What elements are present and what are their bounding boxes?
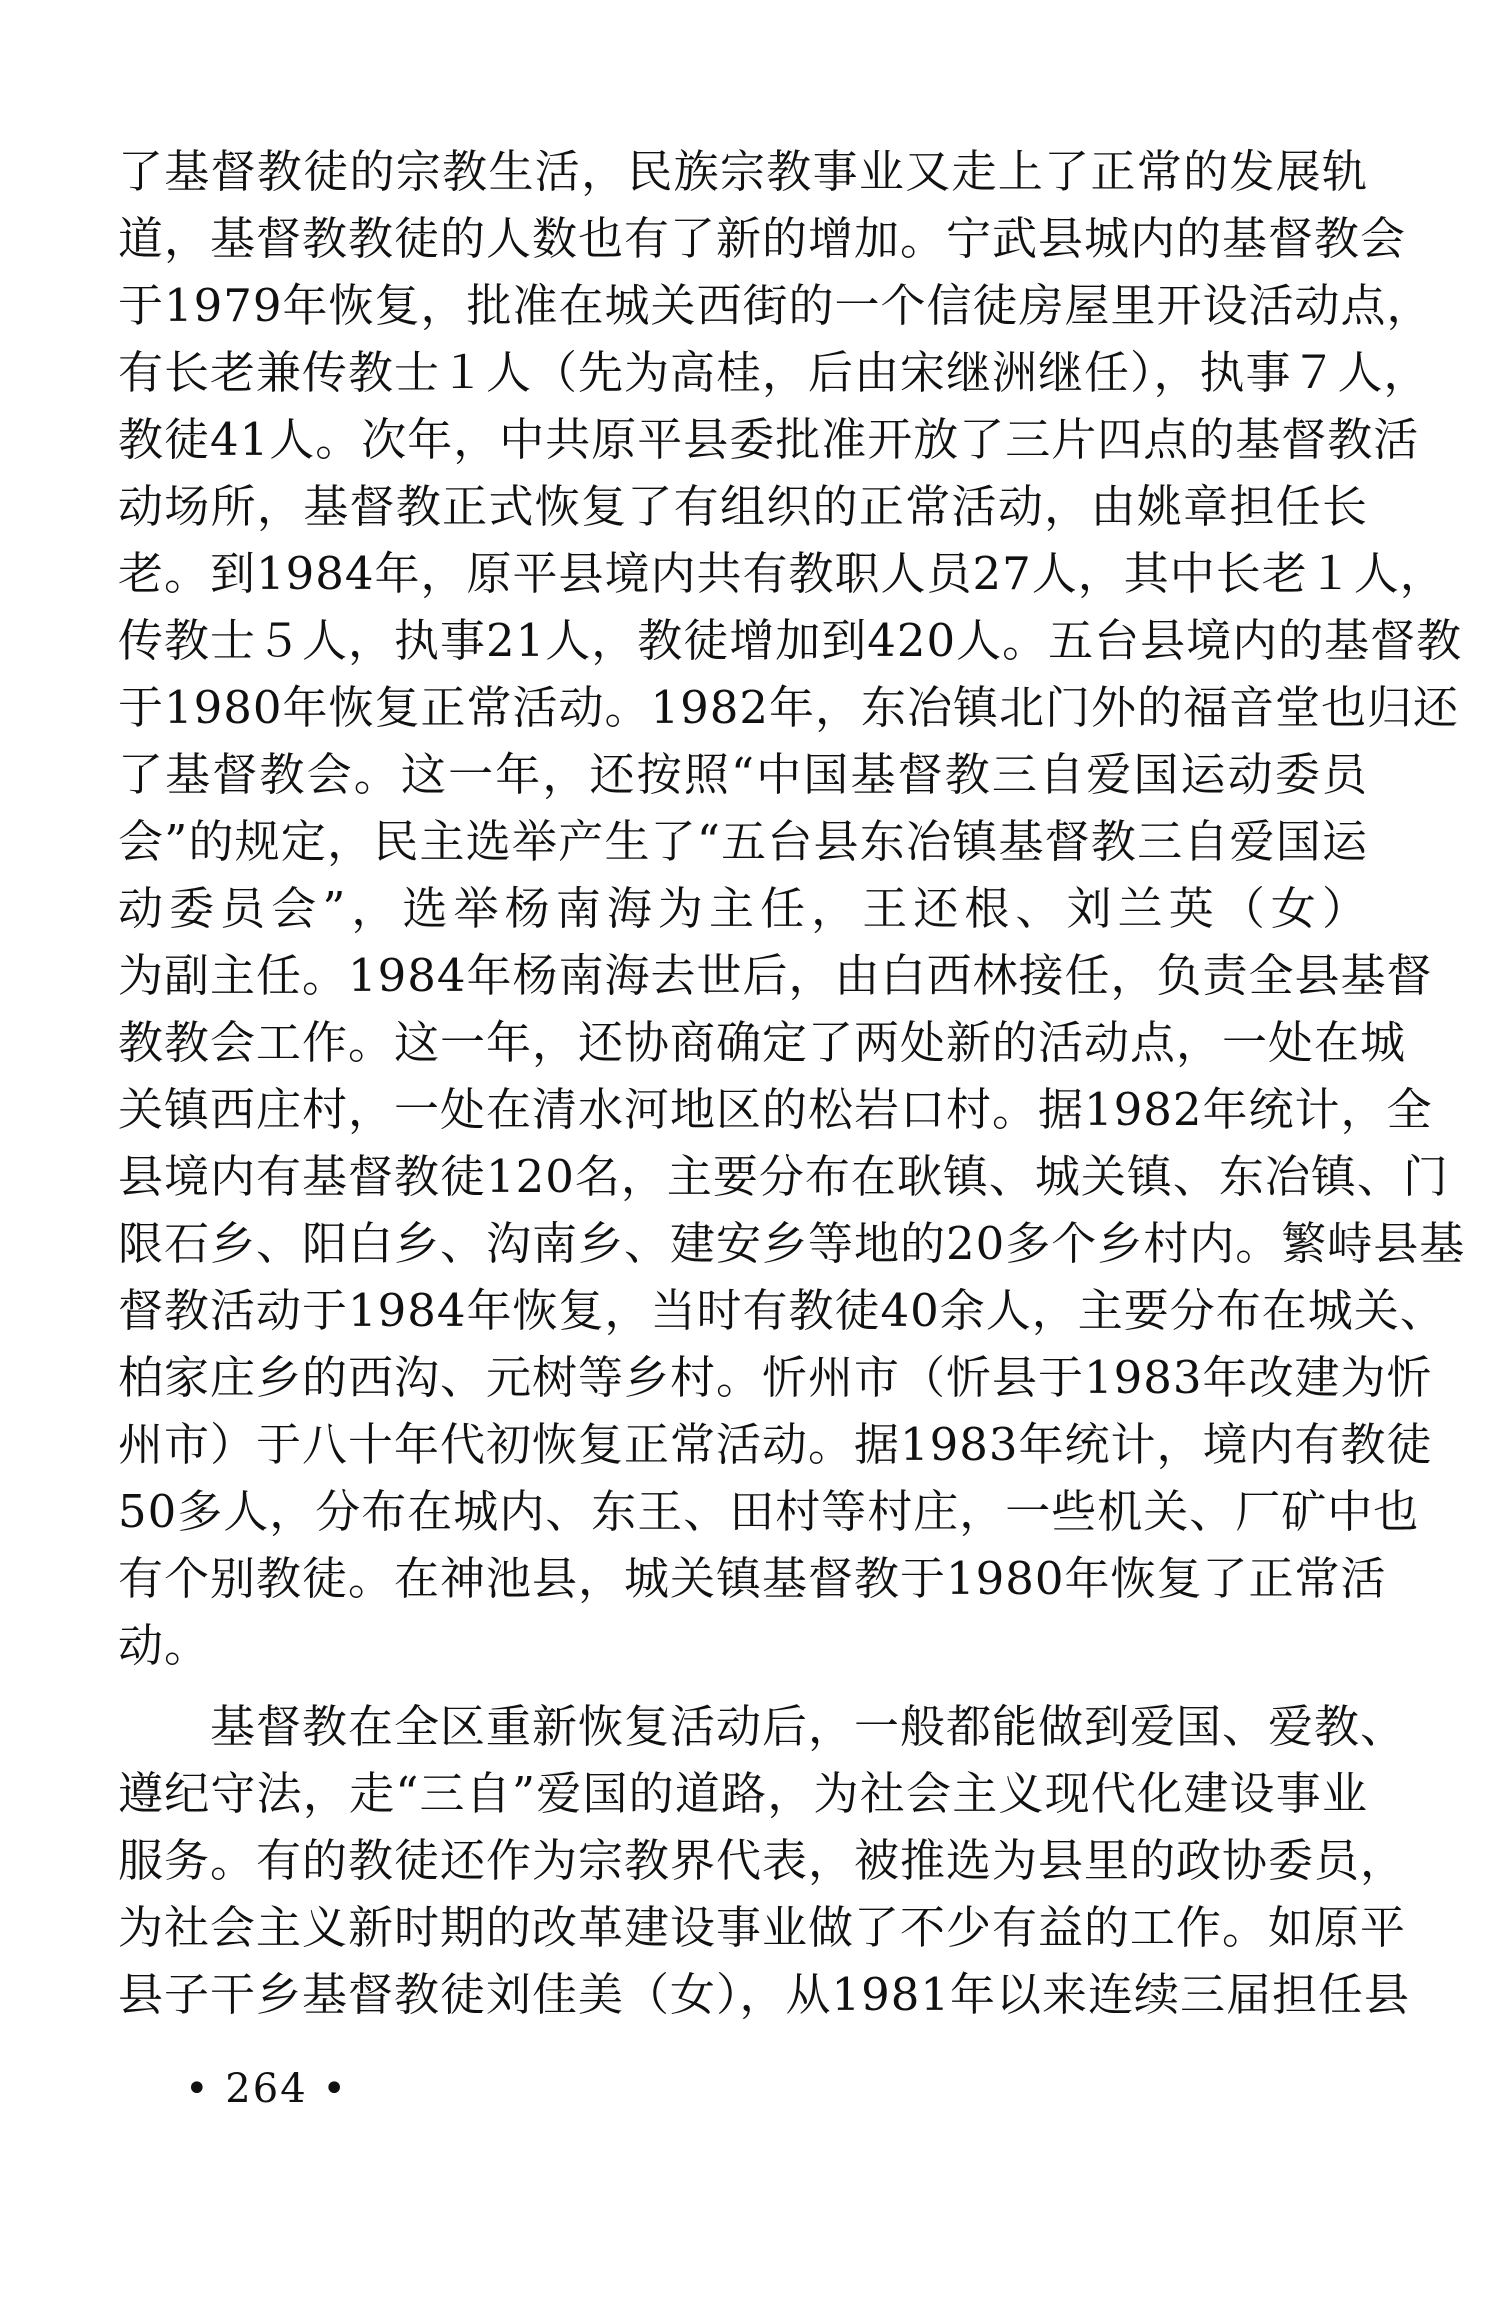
text-line: 传教士５人，执事21人，教徒增加到420人。五台县境内的基督教	[118, 614, 1463, 667]
text-line: 动委员会”，选举杨南海为主任，王还根、刘兰英（女）	[118, 882, 1368, 935]
text-line: 县子干乡基督教徒刘佳美（女），从1981年以来连续三届担任县	[118, 1968, 1411, 2021]
text-line: 基督教在全区重新恢复活动后，一般都能做到爱国、爱教、	[210, 1700, 1407, 1753]
paragraph-2	[118, 1693, 1411, 2028]
text-line: 50多人，分布在城内、东王、田村等村庄，一些机关、厂矿中也	[118, 1485, 1420, 1538]
text-line: 有长老兼传教士１人（先为高桂，后由宋继洲继任），执事７人，	[118, 346, 1430, 399]
text-line: 动。	[118, 1619, 211, 1672]
text-line: 于1980年恢复正常活动。1982年，东冶镇北门外的福音堂也归还	[118, 681, 1460, 734]
text-line: 于1979年恢复，批准在城关西街的一个信徒房屋里开设活动点，	[118, 279, 1433, 332]
text-line: 遵纪守法，走“三自”爱国的道路，为社会主义现代化建设事业	[118, 1767, 1368, 1820]
body-text	[118, 138, 1466, 2028]
text-line: 老。到1984年，原平县境内共有教职人员27人，其中长老１人，	[118, 547, 1446, 600]
text-line: 有个别教徒。在神池县，城关镇基督教于1980年恢复了正常活	[118, 1552, 1387, 1605]
text-line: 为社会主义新时期的改革建设事业做了不少有益的工作。如原平	[118, 1901, 1407, 1954]
text-line: 限石乡、阳白乡、沟南乡、建安乡等地的20多个乡村内。繁峙县基	[118, 1217, 1466, 1270]
text-line: 道，基督教教徒的人数也有了新的增加。宁武县城内的基督教会	[118, 212, 1407, 265]
text-line: 教教会工作。这一年，还协商确定了两处新的活动点，一处在城	[118, 1016, 1407, 1069]
paragraph-1	[118, 138, 1466, 1679]
text-line: 县境内有基督教徒120名，主要分布在耿镇、城关镇、东冶镇、门	[118, 1150, 1449, 1203]
text-line: 关镇西庄村，一处在清水河地区的松岩口村。据1982年统计，全	[118, 1083, 1433, 1136]
text-line: 动场所，基督教正式恢复了有组织的正常活动，由姚章担任长	[118, 480, 1368, 533]
text-line: 州市）于八十年代初恢复正常活动。据1983年统计，境内有教徒	[118, 1418, 1433, 1471]
page-number: • 264 •	[185, 2066, 348, 2112]
text-line: 为副主任。1984年杨南海去世后，由白西林接任，负责全县基督	[118, 949, 1433, 1002]
text-line: 会”的规定，民主选举产生了“五台县东冶镇基督教三自爱国运	[118, 815, 1368, 868]
paragraph-spacer	[118, 1679, 1368, 1693]
text-line: 了基督教会。这一年，还按照“中国基督教三自爱国运动委员	[118, 748, 1368, 801]
text-line: 了基督教徒的宗教生活，民族宗教事业又走上了正常的发展轨	[118, 145, 1368, 198]
text-line: 教徒41人。次年，中共原平县委批准开放了三片四点的基督教活	[118, 413, 1420, 466]
text-line: 督教活动于1984年恢复，当时有教徒40余人，主要分布在城关、	[118, 1284, 1446, 1337]
text-line: 柏家庄乡的西沟、元树等乡村。忻州市（忻县于1983年改建为忻	[118, 1351, 1433, 1404]
text-line: 服务。有的教徒还作为宗教界代表，被推选为县里的政协委员，	[118, 1834, 1407, 1887]
